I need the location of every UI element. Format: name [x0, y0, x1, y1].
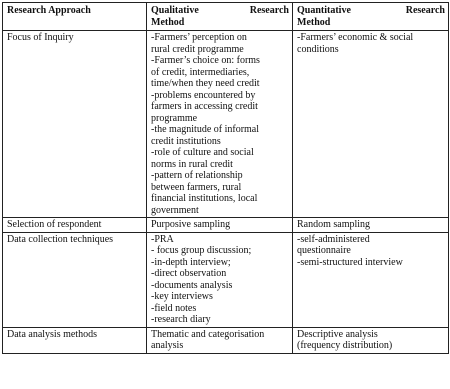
qualitative-cell — [147, 31, 293, 218]
qualitative-line: analysis — [151, 340, 184, 351]
qualitative-line: credit institutions — [151, 135, 221, 147]
header-quantitative-line2: Method — [297, 16, 331, 28]
header-row — [3, 3, 449, 31]
qualitative-line: financial institutions, local — [151, 193, 258, 204]
qualitative-line: -problems encountered by — [151, 89, 256, 101]
quantitative-cell — [293, 218, 449, 233]
qualitative-line: -documents analysis — [151, 279, 233, 291]
qualitative-line: -field notes — [151, 302, 197, 314]
qualitative-line: -Farmer’s choice on: forms — [151, 55, 260, 66]
row-label-cell — [3, 327, 147, 353]
qualitative-line: -direct observation — [151, 268, 227, 279]
header-quantitative-line1: Quantitative Research — [297, 5, 445, 16]
quantitative-line: -semi-structured interview — [297, 256, 403, 268]
qualitative-line: -PRA — [151, 233, 174, 245]
quantitative-line: -self-administered — [297, 233, 370, 245]
qualitative-line: -Farmers’ perception on — [151, 32, 247, 43]
header-research-approach — [3, 3, 147, 31]
qualitative-line: Purposive sampling — [151, 219, 231, 230]
quantitative-line: Random sampling — [297, 219, 371, 230]
research-methods-table — [2, 2, 449, 354]
table-row — [3, 31, 449, 218]
quantitative-cell — [293, 327, 449, 353]
row-label-cell — [3, 232, 147, 327]
header-qualitative-line1: Qualitative Research — [151, 5, 289, 16]
quantitative-line: -Farmers’ economic & social — [297, 32, 414, 43]
header-qualitative-line2: Method — [151, 16, 185, 28]
qualitative-line: rural credit programme — [151, 43, 244, 55]
qualitative-line: government — [151, 204, 199, 216]
qualitative-cell — [147, 327, 293, 353]
qualitative-line: - focus group discussion; — [151, 245, 252, 256]
qualitative-line: between farmers, rural — [151, 181, 242, 193]
quantitative-cell — [293, 232, 449, 327]
table-row — [3, 232, 449, 327]
header-qualitative-method — [147, 3, 293, 31]
quantitative-line: Descriptive analysis — [297, 328, 378, 340]
qualitative-line: -pattern of relationship — [151, 170, 243, 181]
qualitative-line: norms in rural credit — [151, 158, 233, 170]
row-label: Focus of Inquiry — [7, 32, 74, 43]
row-label-cell — [3, 31, 147, 218]
qualitative-line: -role of culture and social — [151, 147, 254, 158]
row-label: Data collection techniques — [7, 233, 114, 245]
qualitative-line: -in-depth interview; — [151, 256, 231, 268]
header-approach-text: Research Approach — [7, 5, 91, 16]
qualitative-line: -the magnitude of informal — [151, 124, 260, 135]
table-row — [3, 218, 449, 233]
quantitative-cell — [293, 31, 449, 218]
header-quantitative-method — [293, 3, 449, 31]
row-label-cell — [3, 218, 147, 233]
qualitative-line: Thematic and categorisation — [151, 328, 265, 340]
qualitative-line: -research diary — [151, 314, 211, 325]
row-label: Data analysis methods — [7, 328, 97, 340]
qualitative-line: time/when they need credit — [151, 78, 260, 89]
qualitative-cell — [147, 218, 293, 233]
quantitative-line: questionnaire — [297, 245, 351, 256]
row-label: Selection of respondent — [7, 219, 102, 230]
table-body — [3, 31, 449, 354]
qualitative-line: farmers in accessing credit — [151, 101, 258, 112]
quantitative-line: (frequency distribution) — [297, 340, 393, 351]
table-row — [3, 327, 449, 353]
qualitative-line: -key interviews — [151, 291, 213, 302]
qualitative-line: programme — [151, 112, 198, 124]
qualitative-cell — [147, 232, 293, 327]
quantitative-line: conditions — [297, 43, 339, 55]
qualitative-line: of credit, intermediaries, — [151, 66, 250, 78]
